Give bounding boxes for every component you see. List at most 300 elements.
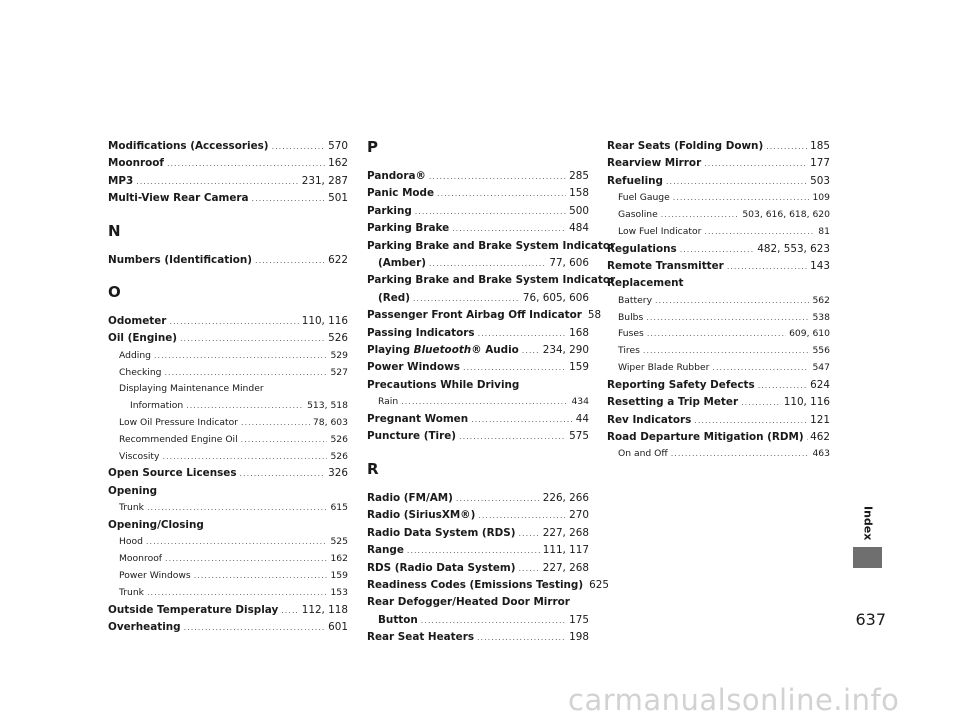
index-subentry xyxy=(108,568,348,585)
entry-label: Power Windows xyxy=(119,570,191,582)
dot-leader xyxy=(478,325,567,342)
dot-leader xyxy=(184,619,326,636)
entry-line xyxy=(607,275,830,292)
index-entry xyxy=(367,168,589,185)
entry-label: Radio (SiriusXM®) xyxy=(367,509,476,522)
index-entry xyxy=(367,307,602,324)
page-reference[interactable]: 482, 553, 623 xyxy=(757,242,830,255)
page-reference[interactable]: 58 xyxy=(587,309,602,322)
entry-line xyxy=(367,490,589,507)
page-reference[interactable]: 110, 116 xyxy=(301,315,348,328)
dot-leader xyxy=(477,629,566,646)
entry-line xyxy=(367,168,589,185)
entry-line xyxy=(119,568,348,585)
page-reference[interactable]: 570 xyxy=(328,140,348,152)
dot-leader xyxy=(478,507,566,524)
index-entry xyxy=(607,155,830,172)
page-reference[interactable]: 76, 605, 606 xyxy=(522,291,589,304)
entry-line xyxy=(618,343,830,360)
index-entry xyxy=(108,155,348,172)
index-entry xyxy=(367,525,589,542)
page-reference[interactable]: 622 xyxy=(328,253,348,266)
index-entry xyxy=(108,330,348,347)
index-entry xyxy=(367,377,589,394)
entry-line xyxy=(607,241,830,258)
entry-label: Battery xyxy=(618,294,653,306)
index-entry xyxy=(607,241,830,258)
entry-label: Viscosity xyxy=(119,450,160,462)
dot-leader xyxy=(421,612,566,629)
entry-line xyxy=(367,220,589,237)
entry-line xyxy=(119,500,348,517)
dot-leader xyxy=(413,290,520,307)
entry-label: Passenger Front Airbag Off Indicator xyxy=(367,309,582,322)
page-reference[interactable]: 501 xyxy=(328,192,348,205)
entry-label: Bulbs xyxy=(618,311,644,323)
dot-leader xyxy=(694,412,807,429)
index-entry xyxy=(108,602,348,619)
index-entry xyxy=(367,272,616,307)
dot-leader xyxy=(429,255,546,272)
index-entry xyxy=(108,483,348,500)
entry-label: Radio (FM/AM) xyxy=(367,491,453,504)
index-entry xyxy=(367,577,609,594)
dot-leader xyxy=(673,190,810,207)
page-reference[interactable]: 159 xyxy=(569,361,589,374)
page-reference[interactable]: 112, 118 xyxy=(301,603,348,616)
page-reference[interactable]: 159 xyxy=(330,570,348,582)
page-reference[interactable]: 158 xyxy=(569,187,589,200)
index-letter-heading: P xyxy=(367,138,378,156)
dot-leader xyxy=(162,449,327,466)
entry-label: Puncture (Tire) xyxy=(367,430,457,443)
entry-label: Passing Indicators xyxy=(367,326,475,339)
index-entry xyxy=(367,629,589,646)
entry-line xyxy=(367,272,616,289)
index-entry xyxy=(367,411,589,428)
section-tab-marker[interactable] xyxy=(853,547,882,568)
page-reference[interactable]: 547 xyxy=(812,362,830,374)
entry-label: Regulations xyxy=(607,242,677,255)
dot-leader xyxy=(647,326,786,343)
index-entry xyxy=(367,325,589,342)
index-entry xyxy=(108,313,348,330)
entry-label: Power Windows xyxy=(367,361,460,374)
index-entry xyxy=(108,252,348,269)
page-reference[interactable]: 609, 610 xyxy=(789,328,830,340)
index-entry xyxy=(367,359,589,376)
index-entry xyxy=(367,428,589,445)
entry-line xyxy=(607,377,830,394)
entry-line xyxy=(367,577,609,594)
entry-line xyxy=(618,207,830,224)
bluetooth-term: Bluetooth xyxy=(413,344,472,357)
dot-leader xyxy=(471,411,573,428)
entry-line xyxy=(119,551,348,568)
entry-label: Road Departure Mitigation (RDM) xyxy=(607,431,804,444)
dot-leader xyxy=(680,241,755,258)
entry-label: Moonroof xyxy=(108,157,164,170)
entry-line xyxy=(119,365,348,382)
entry-line xyxy=(607,258,830,275)
dot-leader xyxy=(186,398,304,415)
dot-leader xyxy=(519,525,540,542)
entry-line xyxy=(367,359,589,376)
page-reference[interactable]: 78, 603 xyxy=(312,417,348,429)
entry-line xyxy=(119,432,348,449)
page-reference[interactable]: 109 xyxy=(812,192,830,204)
entry-line xyxy=(378,394,589,411)
section-tab-label: Index xyxy=(861,505,875,541)
page-reference[interactable]: 526 xyxy=(328,332,348,345)
index-entry xyxy=(108,138,348,155)
entry-line xyxy=(607,138,830,155)
entry-label: Modifications (Accessories) xyxy=(108,140,269,152)
entry-label: Pregnant Women xyxy=(367,413,469,426)
entry-line xyxy=(618,224,830,241)
index-entry xyxy=(108,619,348,636)
entry-line xyxy=(119,585,348,602)
page-reference[interactable]: 526 xyxy=(330,450,348,462)
entry-label: Parking xyxy=(367,204,412,217)
entry-line xyxy=(367,185,589,202)
index-entry xyxy=(367,594,589,629)
page-reference[interactable]: 226, 266 xyxy=(542,491,589,504)
index-subentry xyxy=(607,343,830,360)
index-entry xyxy=(607,377,830,394)
entry-label: Rain xyxy=(378,396,399,408)
dot-leader xyxy=(758,377,807,394)
dot-leader xyxy=(167,155,325,172)
entry-line xyxy=(607,173,830,190)
entry-line xyxy=(108,190,348,207)
entry-line xyxy=(367,542,589,559)
dot-leader xyxy=(147,500,327,517)
entry-label: Remote Transmitter xyxy=(607,260,724,273)
page-reference[interactable]: 111, 117 xyxy=(542,544,589,557)
index-subentry xyxy=(108,432,348,449)
page-reference[interactable]: 285 xyxy=(569,170,589,182)
entry-label: Wiper Blade Rubber xyxy=(618,362,710,374)
page-reference[interactable]: 121 xyxy=(810,413,830,426)
entry-label: On and Off xyxy=(618,448,668,460)
entry-label: Checking xyxy=(119,366,162,378)
entry-label: Trunk xyxy=(119,502,145,514)
dot-leader xyxy=(194,568,328,585)
page-reference[interactable]: 562 xyxy=(812,294,830,306)
entry-label: Parking Brake and Brake System Indicator xyxy=(367,274,616,287)
entry-line xyxy=(108,252,348,269)
dot-leader xyxy=(666,173,807,190)
entry-label-continued: Button xyxy=(378,613,418,626)
entry-line-continued xyxy=(367,612,589,629)
index-entry xyxy=(108,517,348,534)
entry-line xyxy=(108,483,348,500)
dot-leader xyxy=(136,173,299,190)
dot-leader xyxy=(704,224,815,241)
index-subentry xyxy=(108,415,348,432)
entry-line xyxy=(119,415,348,432)
page-reference[interactable]: 503, 616, 618, 620 xyxy=(742,209,830,221)
dot-leader xyxy=(154,348,327,365)
index-entry xyxy=(607,275,830,292)
entry-line xyxy=(108,465,348,482)
entry-label: Adding xyxy=(119,349,151,361)
entry-label: Low Fuel Indicator xyxy=(618,225,702,237)
index-subentry xyxy=(607,224,830,241)
index-subentry xyxy=(108,534,348,551)
entry-line xyxy=(108,330,348,347)
dot-leader xyxy=(281,602,298,619)
entry-label: Tires xyxy=(618,345,640,357)
dot-leader xyxy=(164,365,327,382)
page-reference[interactable]: 575 xyxy=(569,430,589,443)
entry-line xyxy=(367,377,589,394)
index-subentry xyxy=(108,365,348,382)
page-reference[interactable]: 527 xyxy=(330,366,348,378)
index-entry xyxy=(367,342,589,359)
entry-line xyxy=(108,173,348,190)
page-reference[interactable]: 615 xyxy=(330,502,348,514)
entry-line xyxy=(367,342,589,359)
entry-line xyxy=(119,348,348,365)
page-reference[interactable]: 227, 268 xyxy=(542,526,589,539)
entry-label: Multi-View Rear Camera xyxy=(108,192,249,205)
page-reference[interactable]: 463 xyxy=(812,448,830,460)
page-reference[interactable]: 513, 518 xyxy=(307,400,348,412)
page-reference[interactable]: 231, 287 xyxy=(301,174,348,187)
entry-label: Rear Seats (Folding Down) xyxy=(607,140,764,152)
entry-line-continued xyxy=(119,398,348,415)
dot-leader xyxy=(712,360,809,377)
index-entry xyxy=(367,507,589,524)
index-entry xyxy=(367,203,589,220)
entry-line xyxy=(618,360,830,377)
entry-label: Recommended Engine Oil xyxy=(119,433,238,445)
page-reference[interactable]: 162 xyxy=(330,553,348,565)
entry-line xyxy=(108,602,348,619)
page-reference[interactable]: 525 xyxy=(330,536,348,548)
dot-leader xyxy=(241,415,310,432)
entry-line xyxy=(108,155,348,172)
entry-line xyxy=(367,203,589,220)
index-subentry xyxy=(108,348,348,365)
entry-line xyxy=(618,326,830,343)
entry-line xyxy=(108,517,348,534)
index-entry xyxy=(367,185,589,202)
entry-line xyxy=(607,155,830,172)
page-reference[interactable]: 177 xyxy=(810,157,830,170)
index-column-left xyxy=(108,138,348,636)
entry-label-continued: Information xyxy=(130,400,184,412)
dot-leader xyxy=(407,542,540,559)
entry-label: Replacement xyxy=(607,277,684,290)
index-subentry xyxy=(607,326,830,343)
index-subentry xyxy=(607,310,830,327)
entry-label: MP3 xyxy=(108,174,134,187)
entry-line xyxy=(618,310,830,327)
dot-leader xyxy=(661,207,740,224)
dot-leader xyxy=(272,138,326,155)
index-entry xyxy=(367,542,589,559)
dot-leader xyxy=(146,534,327,551)
index-entry xyxy=(108,190,348,207)
index-entry xyxy=(607,429,830,446)
page-reference[interactable]: 434 xyxy=(571,396,589,408)
entry-line xyxy=(607,429,830,446)
page-reference[interactable]: 81 xyxy=(818,225,830,237)
entry-line xyxy=(119,449,348,466)
entry-line xyxy=(367,325,589,342)
page-reference[interactable]: 625 xyxy=(589,578,609,591)
entry-label: Odometer xyxy=(108,315,167,328)
entry-label: Oil (Engine) xyxy=(108,332,178,345)
dot-leader xyxy=(519,560,540,577)
entry-line xyxy=(618,446,830,463)
index-letter-heading: O xyxy=(108,283,121,302)
index-entry xyxy=(607,138,830,155)
watermark: carmanualsonline.info xyxy=(568,683,900,717)
index-subentry xyxy=(108,381,348,415)
page-number: 637 xyxy=(855,610,886,629)
index-entry xyxy=(367,220,589,237)
entry-line xyxy=(367,307,602,324)
page-reference[interactable]: 227, 268 xyxy=(542,561,589,574)
entry-line xyxy=(607,394,830,411)
page-reference[interactable]: 500 xyxy=(569,204,589,217)
dot-leader xyxy=(646,310,809,327)
entry-label: Open Source Licenses xyxy=(108,467,237,480)
dot-leader xyxy=(169,313,298,330)
entry-label: Pandora® xyxy=(367,170,426,182)
index-entry xyxy=(367,238,616,273)
entry-label: Opening/Closing xyxy=(108,519,204,532)
entry-line-continued xyxy=(367,290,589,307)
page-reference[interactable]: 538 xyxy=(812,311,830,323)
dot-leader xyxy=(415,203,566,220)
entry-line xyxy=(367,411,589,428)
index-entry xyxy=(607,173,830,190)
index-column-middle xyxy=(367,138,616,647)
page-reference[interactable]: 143 xyxy=(810,260,830,273)
dot-leader xyxy=(437,185,566,202)
index-subentry xyxy=(607,293,830,310)
entry-label: Panic Mode xyxy=(367,187,435,200)
page-reference[interactable]: 110, 116 xyxy=(783,396,830,409)
entry-label: Rev Indicators xyxy=(607,413,692,426)
entry-line xyxy=(367,594,589,611)
page-reference[interactable]: 624 xyxy=(810,378,830,391)
entry-label: Playing Bluetooth® Audio xyxy=(367,344,519,357)
page-reference[interactable]: 462 xyxy=(810,431,830,444)
index-subentry xyxy=(108,449,348,466)
dot-leader xyxy=(255,252,325,269)
index-subentry xyxy=(367,394,589,411)
dot-leader xyxy=(180,330,325,347)
page-reference[interactable]: 168 xyxy=(569,326,589,339)
entry-label: Rear Seat Heaters xyxy=(367,631,475,644)
index-entry xyxy=(607,412,830,429)
index-subentry xyxy=(607,360,830,377)
entry-label: Readiness Codes (Emissions Testing) xyxy=(367,578,584,591)
dot-leader xyxy=(704,155,807,172)
entry-line xyxy=(367,507,589,524)
page-reference[interactable]: 484 xyxy=(569,222,589,235)
entry-line xyxy=(618,190,830,207)
page-reference[interactable]: 175 xyxy=(569,613,589,626)
index-letter-heading: N xyxy=(108,221,121,240)
entry-label: Displaying Maintenance Minder xyxy=(119,383,264,395)
entry-line xyxy=(367,525,589,542)
entry-line xyxy=(367,560,589,577)
dot-leader xyxy=(643,343,810,360)
index-entry xyxy=(108,173,348,190)
page-reference[interactable]: 185 xyxy=(810,140,830,152)
entry-line xyxy=(618,293,830,310)
index-subentry xyxy=(108,500,348,517)
entry-line xyxy=(108,313,348,330)
entry-line-continued xyxy=(367,255,589,272)
page-reference[interactable]: 526 xyxy=(330,433,348,445)
dot-leader xyxy=(463,359,566,376)
entry-label: Reporting Safety Defects xyxy=(607,378,755,391)
page-reference[interactable]: 198 xyxy=(569,631,589,644)
page-reference[interactable]: 503 xyxy=(810,174,830,187)
page-reference[interactable]: 77, 606 xyxy=(549,257,589,270)
entry-label: Gasoline xyxy=(618,209,658,221)
page-reference[interactable]: 153 xyxy=(330,586,348,598)
entry-label: Refueling xyxy=(607,174,663,187)
index-subentry xyxy=(108,551,348,568)
entry-line xyxy=(119,381,348,398)
dot-leader xyxy=(655,293,809,310)
index-entry xyxy=(607,394,830,411)
dot-leader xyxy=(459,428,566,445)
dot-leader xyxy=(240,465,326,482)
dot-leader xyxy=(241,432,328,449)
entry-line xyxy=(367,428,589,445)
index-entry xyxy=(367,490,589,507)
dot-leader xyxy=(252,190,326,207)
page-reference[interactable]: 601 xyxy=(328,621,348,634)
page-reference[interactable]: 44 xyxy=(575,413,589,426)
page-reference[interactable]: 270 xyxy=(569,509,589,522)
page-reference[interactable]: 556 xyxy=(812,345,830,357)
dot-leader xyxy=(401,394,568,411)
index-entry xyxy=(108,465,348,482)
dot-leader xyxy=(807,429,808,446)
entry-label: Fuses xyxy=(618,328,644,340)
entry-label: Resetting a Trip Meter xyxy=(607,396,739,409)
index-column-right xyxy=(607,138,830,463)
page-reference[interactable]: 234, 290 xyxy=(542,344,589,357)
index-entry xyxy=(367,560,589,577)
entry-label: Rear Defogger/Heated Door Mirror xyxy=(367,596,570,609)
page-reference[interactable]: 162 xyxy=(328,157,348,170)
index-subentry xyxy=(607,446,830,463)
page-reference[interactable]: 326 xyxy=(328,467,348,480)
dot-leader xyxy=(766,138,807,155)
entry-label-continued: (Amber) xyxy=(378,257,426,270)
dot-leader xyxy=(147,585,327,602)
entry-label: Numbers (Identification) xyxy=(108,253,253,266)
entry-label: Hood xyxy=(119,536,143,548)
entry-label: Range xyxy=(367,544,404,557)
entry-line xyxy=(108,619,348,636)
index-entry xyxy=(607,258,830,275)
page-reference[interactable]: 529 xyxy=(330,349,348,361)
index-subentry xyxy=(607,190,830,207)
